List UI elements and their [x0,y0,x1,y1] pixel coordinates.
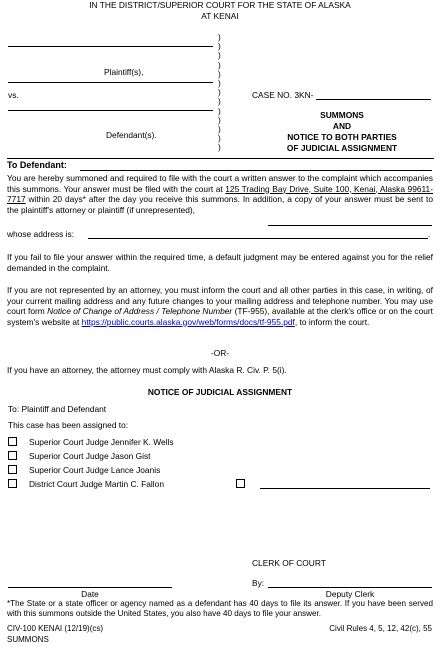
case-number-field[interactable] [316,99,431,100]
court-address: 125 Trading Bay Drive, Suite 100, Kenai, Alaska 99611-7717 [7,183,433,204]
vs-label: vs. [8,90,19,100]
judge-label-joanis: Superior Court Judge Lance Joanis [29,465,161,475]
form-type: SUMMONS [7,635,49,644]
plaintiff-name-field[interactable] [268,225,432,226]
to-defendant-label: To Defendant: [7,160,67,170]
checkbox-other-judge[interactable] [236,479,245,488]
summons-title [258,110,426,154]
section-divider [7,158,434,159]
judge-label-wells: Superior Court Judge Jennifer K. Wells [29,437,174,447]
other-judge-option[interactable] [236,479,257,490]
plaintiff-name-line[interactable] [8,46,213,47]
notice-to-line: To: Plaintiff and Defendant [8,404,107,414]
clerk-of-court-label: CLERK OF COURT [252,558,326,568]
address-period: . [428,229,431,239]
deputy-signature-field[interactable] [268,587,432,588]
para1-end: within 20 days* after the day you receive this summons. In addition, a copy of your answer must be sent to the plaintiff's attorney or plaintiff (if unrepresented), [7,194,433,215]
title-line-2: AND [332,121,352,131]
case-number-label: CASE NO. 3KN- [252,90,314,100]
plaintiff-name-line-2[interactable] [8,82,213,83]
plaintiff-label: Plaintiff(s), [104,67,144,77]
judge-label-gist: Superior Court Judge Jason Gist [29,451,151,461]
plaintiff-address-field[interactable] [88,238,428,239]
checkbox-joanis[interactable] [8,465,17,474]
form-id: CIV-100 KENAI (12/19)(cs) [7,624,104,633]
judge-option-joanis[interactable] [8,465,160,476]
caption-parentheses: ) ) ) ) ) ) ) ) ) ) ) ) ) [218,32,221,153]
checkbox-wells[interactable] [8,437,17,446]
civil-rules: Civil Rules 4, 5, 12, 42(c), 55 [329,624,432,633]
para1-start: You are hereby summoned and required to file with the court a written answer to the complaint which accompanies this summons. Your answer must be filed with the court at [7,173,433,194]
court-header-line1: IN THE DISTRICT/SUPERIOR COURT FOR THE STATE OF ALASKA [89,0,351,10]
whose-address-label: whose address is: [7,229,75,239]
assigned-line: This case has been assigned to: [8,420,129,430]
summons-paragraph-4: If you have an attorney, the attorney must comply with Alaska R. Civ. P. 5(i). [7,365,287,375]
defendant-field[interactable] [80,170,432,171]
summons-paragraph-1 [7,173,433,215]
judge-option-gist[interactable] [8,451,151,462]
checkbox-fallon[interactable] [8,479,17,488]
judge-option-fallon[interactable] [8,479,164,490]
other-judge-field[interactable] [260,488,430,489]
summons-paragraph-3 [7,285,433,327]
checkbox-gist[interactable] [8,451,17,460]
defendant-label: Defendant(s). [106,130,157,140]
deputy-clerk-label: Deputy Clerk [325,589,375,599]
or-separator: -OR- [210,348,230,358]
by-label: By: [252,578,265,588]
judge-label-fallon: District Court Judge Martin C. Fallon [29,479,164,489]
notice-heading: NOTICE OF JUDICIAL ASSIGNMENT [147,387,293,397]
date-field[interactable] [8,587,172,588]
defendant-name-line[interactable] [8,110,213,111]
title-line-4: OF JUDICIAL ASSIGNMENT [286,143,398,153]
court-header-line2: AT KENAI [201,11,239,21]
title-line-1: SUMMONS [320,110,364,120]
footnote: *The State or a state officer or agency named as a defendant has 40 days to file its answer. If you have been served with this summons outside the United States, you also have 40 days to file your answer. [7,599,433,619]
title-line-3: NOTICE TO BOTH PARTIES [287,132,397,142]
date-label: Date [81,589,99,599]
form-name: Notice of Change of Address / Telephone Number [47,306,233,316]
summons-paragraph-2: If you fail to file your answer within the required time, a default judgment may be entered against you for the relief demanded in the complaint. [7,252,433,273]
para3-end: , to inform the court. [294,316,370,327]
para3-start: If you are not represented by an attorney, you must inform the court and all other parties in this case, in writing, of your current mailing address and any future changes to your mailing address and telephone number. You may use court form [7,285,433,316]
para3-mid: (TF-955), available at the clerk's office or on the court system's website at [7,306,433,327]
judge-option-wells[interactable] [8,437,174,448]
form-link[interactable]: https://public.courts.alaska.gov/web/forms/docs/tf-955.pdf [81,316,295,327]
